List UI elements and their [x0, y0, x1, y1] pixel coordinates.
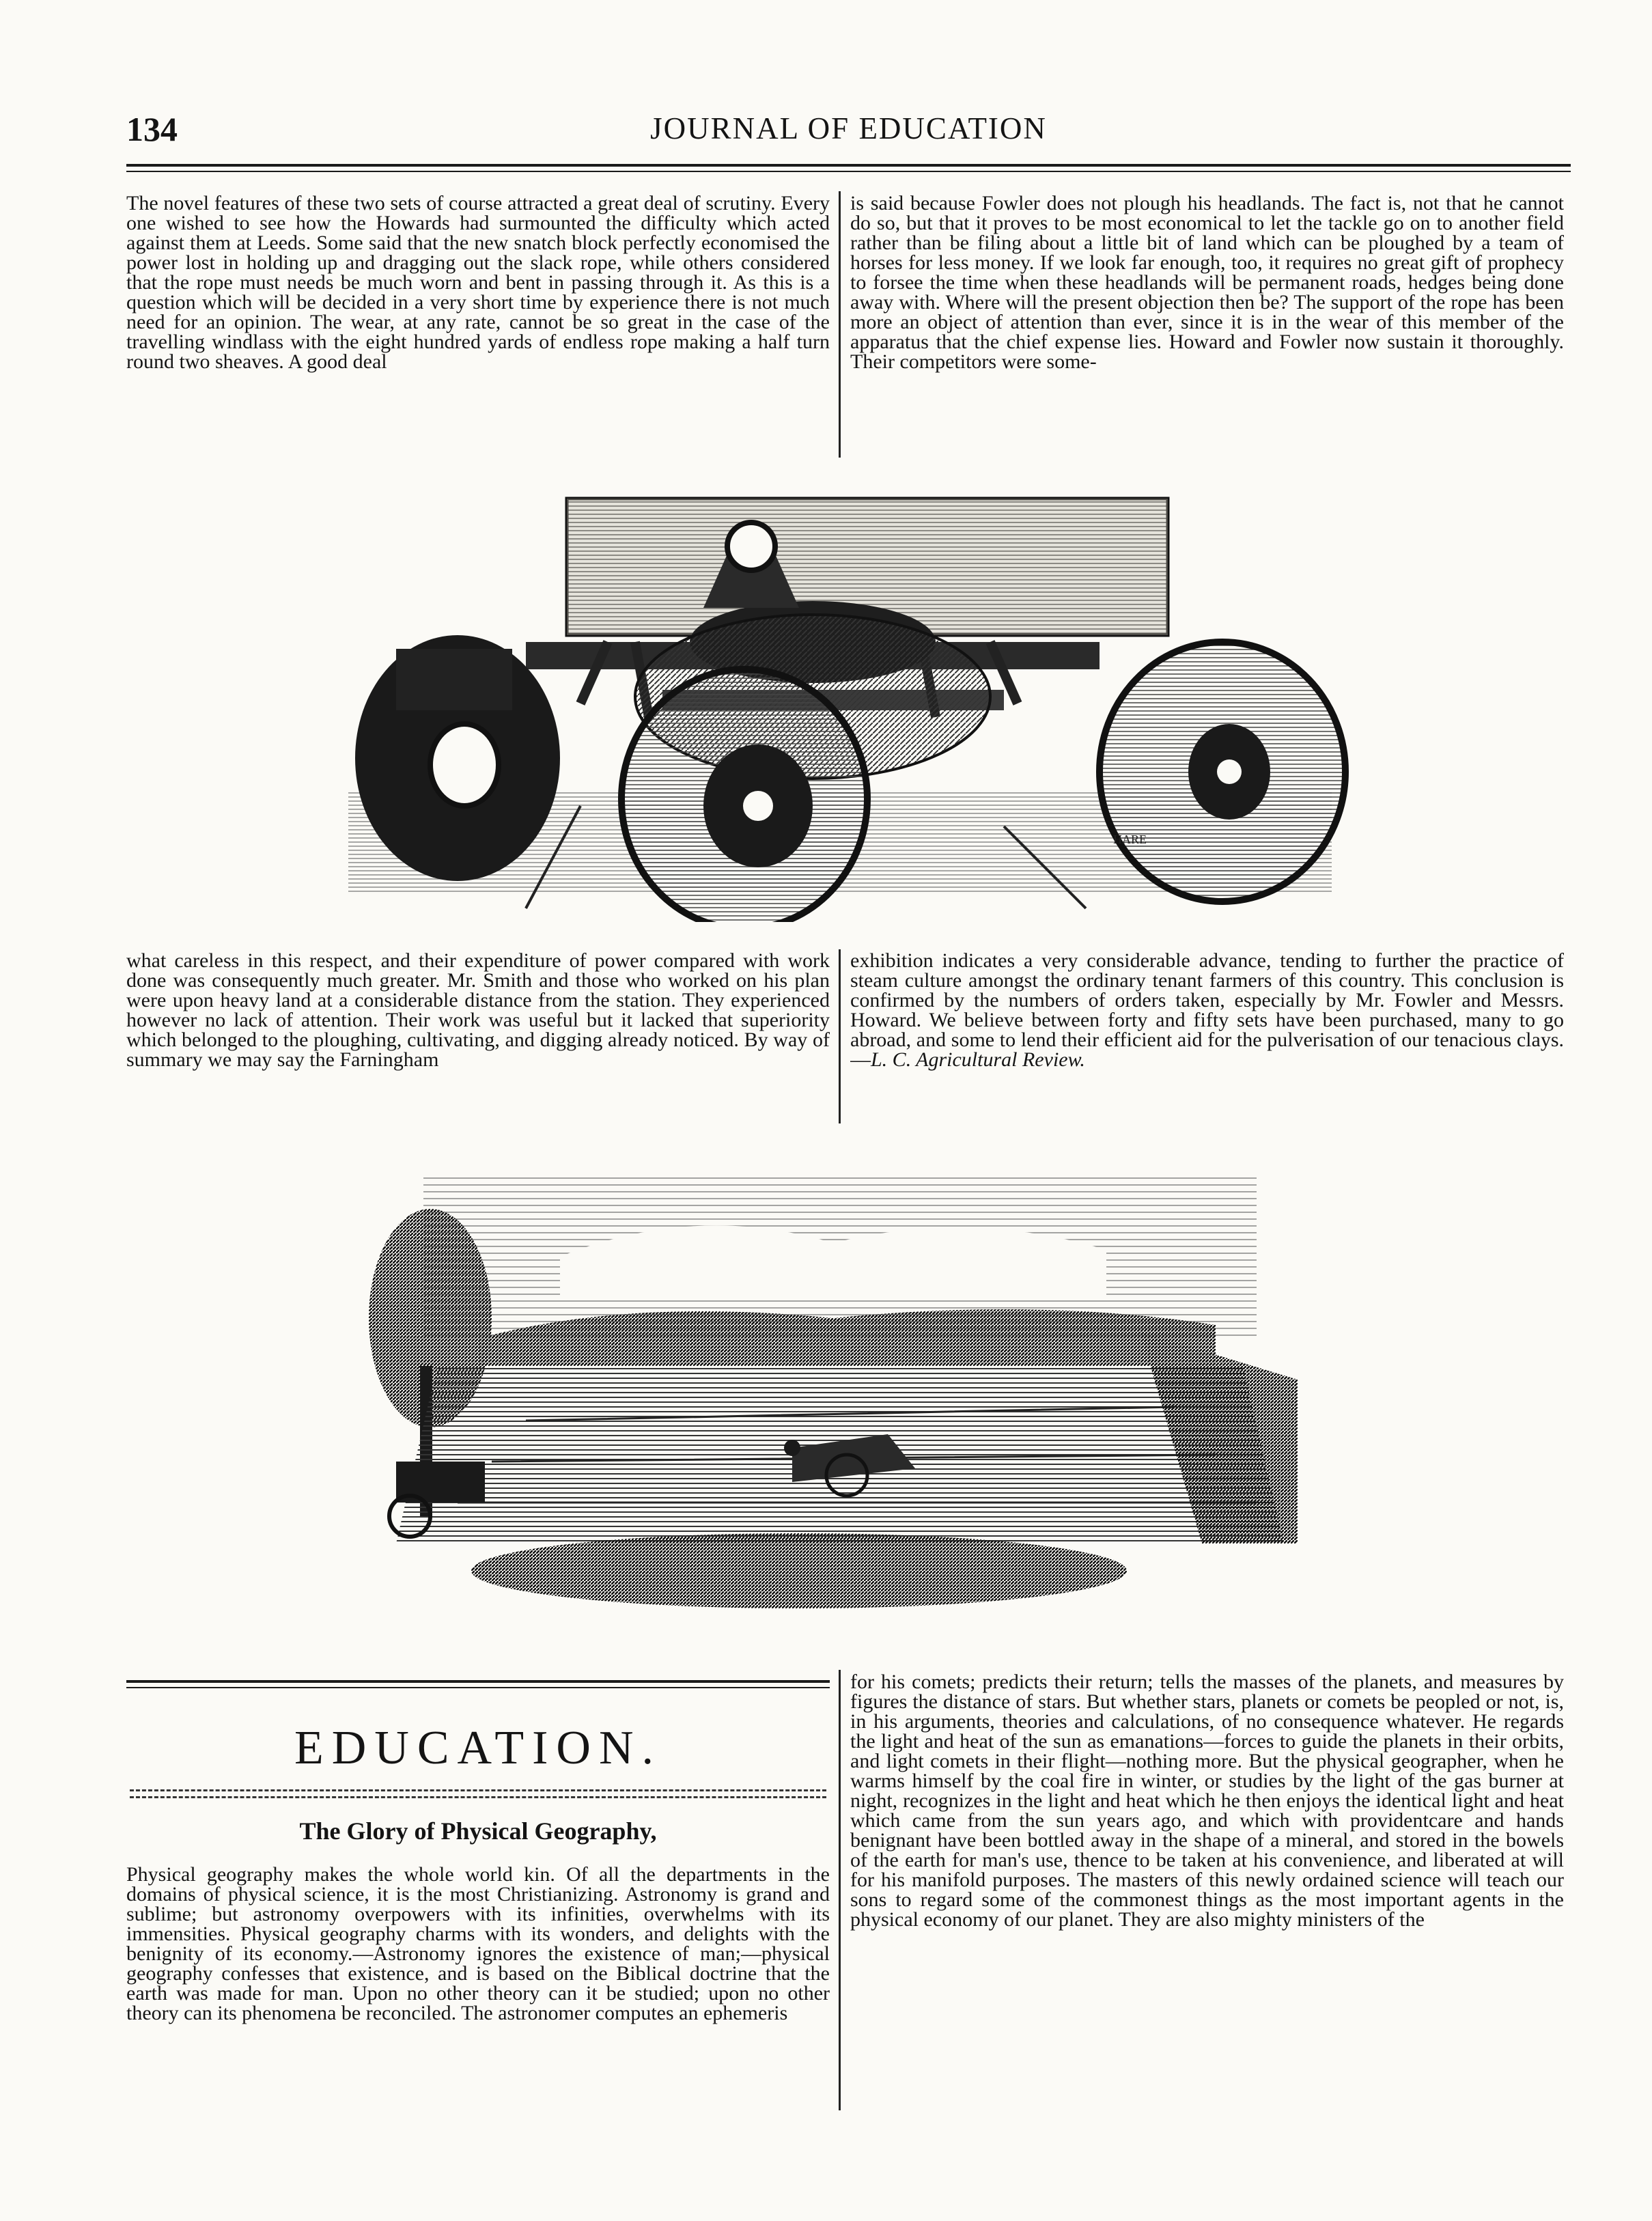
section-heading-education: EDUCATION.: [294, 1722, 662, 1774]
education-rule-thin: [126, 1687, 830, 1688]
windlass-engraving-svg: [321, 471, 1359, 922]
article-title: The Glory of Physical Geography,: [299, 1817, 657, 1845]
top-article-left-column: The novel features of these two sets of course attracted a great deal of scrutiny. Every one wished to see how the Howards had surmounted the difficulty which acted against them at Leeds. Some said that the new snatch block perfectly economised the power lost in holding up and dragging out the slack rope, while others considered that the rope must needs be much worn and bent in passing through it. As this is a question which will be decided in a very short time by experience there is not much need for an opinion. The wear, at any rate, cannot be so great in the case of the travelling windlass with the eight hundred yards of endless rope making a half turn round two sheaves. A good deal: [126, 193, 830, 373]
page-number: 134: [126, 110, 178, 148]
middle-article-right-text: exhibition indicates a very considerable advance, tending to further the practice of steam culture amongst the ordinary tenant farmers of this country. This conclusion is confirmed by the numbers of orders taken, especially by Mr. Fowler and Messrs. Howard. We believe between forty and fifty sets have been purchased, many to go abroad, and some to lend their efficient aid for the pulverisation of our tenacious clays.—: [850, 951, 1564, 1071]
journal-title: JOURNAL OF EDUCATION: [650, 111, 1047, 145]
top-article-right-column: is said because Fowler does not plough his headlands. The fact is, not that he cannot do so, but that it proves to be most economical to let the tackle go on to another field rather than be filing about a little bit of land which can be ploughed by a team of horses for less money. If we look far enough, too, it requires no great gift of prophecy to forsee the time when these headlands will be permanent roads, hedges being done away with. Where will the present objection then be? The support of the rope has been more an object of attention than ever, since it is in the wear of this member of the apparatus that the chief expense lies. Howard and Fowler now sustain it thoroughly. Their competitors were some-: [850, 193, 1564, 373]
header-rule-thick: [126, 164, 1571, 167]
windlass-engraving: [321, 471, 1359, 922]
education-left-column: Physical geography makes the whole world kin. Of all the departments in the domains of physical science, it is the most Christianizing. Astronomy is grand and sublime; but astronomy overpowers with its infinities, overwhelms with its immensities. Physical geography charms with its wonders, and delights with the benignity of its economy.—Astronomy ignores the existence of man;—physical geography confesses that existence, and is based on the Biblical doctrine that the earth was made for man. Upon no other theory can it be studied; upon no other theory can its phenomena be reconciled. The astronomer computes an ephemeris: [126, 1864, 830, 2024]
engraver-mark: HARE: [1113, 833, 1147, 846]
column-divider-top: [839, 191, 841, 458]
page-header: [126, 109, 1571, 150]
article-attribution: L. C. Agricultural Review.: [871, 1048, 1085, 1071]
education-right-column: for his comets; predicts their return; tells the masses of the planets, and measures by figures the distance of stars. But whether stars, planets or comets be peopled or not, is, in his arguments, theories and calculations, of no consequence whatever. He regards the light and heat of the sun as emanations—forces to guide the planets in their orbits, and light comets in their flight—nothing more. But the physical geographer, when he warms himself by the coal fire in winter, or studies by the light of the gas burner at night, recognizes in the light and heat which he then enjoys the identical light and heat which came from the sun years ago, and which with providentcare and hands benignant have been bottled away in the shape of a mineral, and stored in the bowels of the earth for man's use, thence to be taken at his convenience, and liberated at will for his manifold purposes. The masters of this newly ordained science will teach our sons to regard some of the commonest things as the most important agents in the physical economy of our planet. They are also mighty ministers of the: [850, 1672, 1564, 1931]
landscape-engraving-svg: [355, 1161, 1311, 1612]
header-rule-thin: [126, 171, 1571, 172]
middle-article-right-column: [850, 951, 1564, 1128]
column-divider-middle: [839, 949, 841, 1123]
heading-dashed-rule: [130, 1789, 826, 1791]
education-rule-thick: [126, 1680, 830, 1683]
ploughing-landscape-engraving: [355, 1161, 1311, 1612]
column-divider-bottom: [839, 1670, 841, 2110]
middle-article-left-column: what careless in this respect, and their expenditure of power compared with work done was consequently much greater. Mr. Smith and those who worked on his plan were upon heavy land at a considerable distance from the station. They experienced however no lack of attention. Their work was useful but it lacked that superiority which belonged to the ploughing, cultivating, and digging already noticed. By way of summary we may say the Farningham: [126, 951, 830, 1071]
heading-dashed-rule-2: [130, 1796, 826, 1798]
